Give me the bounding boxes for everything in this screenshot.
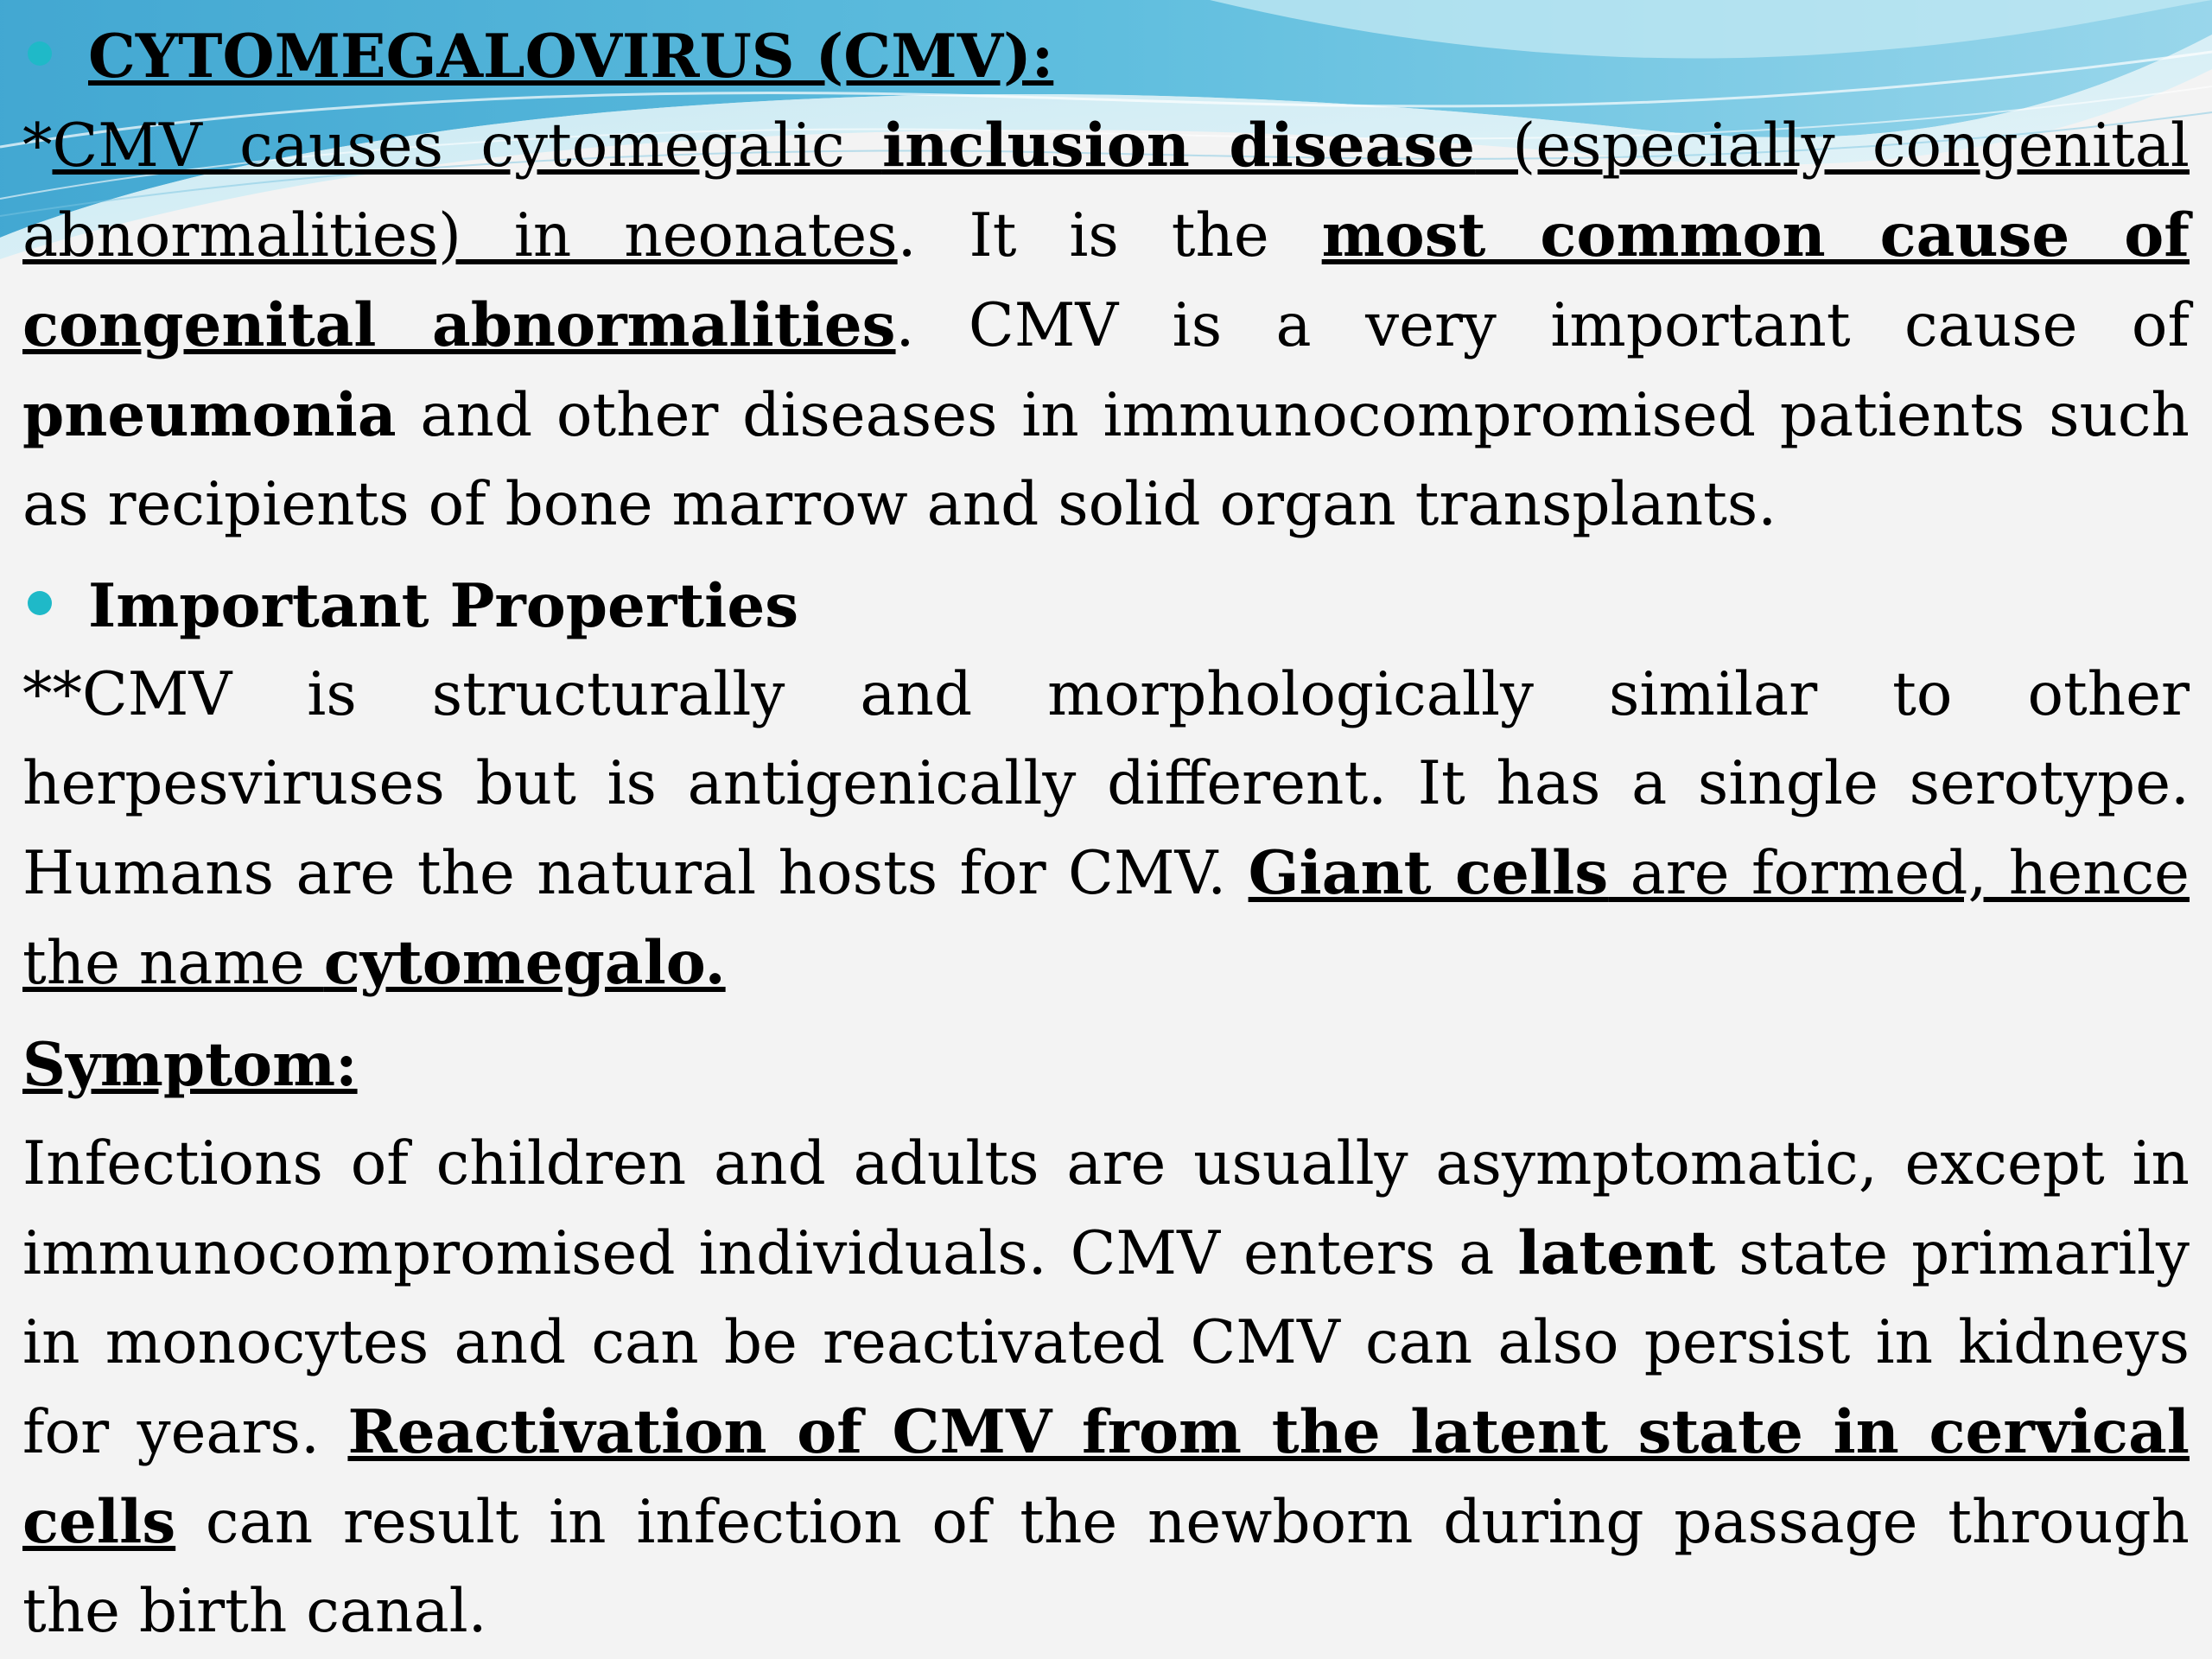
section-cmv-title: CYTOMEGALOVIRUS (CMV): <box>88 22 1054 92</box>
bullet-icon <box>28 591 52 615</box>
cmv-intro-paragraph: *CMV causes cytomegalic inclusion disease (especially congenital abnormalities) in neonates. It is the most common cause of congenital abnormalities. CMV is a very important cause of pneumonia and other diseases in immunocompromised patients such as recipients of bone marrow and solid organ transplants. <box>22 111 2190 539</box>
term-pneumonia: pneumonia <box>22 380 397 450</box>
term-inclusion-disease: inclusion disease <box>881 111 1476 181</box>
symptom-paragraph: Infections of children and adults are usually asymptomatic, except in immunocompromised individuals. CMV enters a latent state primarily in monocytes and can be reactivated CMV can also persist in kidneys for years. Reactivation of CMV from the latent state in cervical cells can result in infection of the newborn during passage through the birth canal. <box>22 1129 2190 1646</box>
section-properties-heading <box>22 562 2190 651</box>
term-latent: latent <box>1517 1218 1716 1288</box>
section-properties-title: Important Properties <box>88 571 799 641</box>
term-most-common-cause: most common cause of congenital abnormalities <box>22 200 2190 360</box>
term-cytomegalo: cytomegalo. <box>323 928 726 998</box>
bullet-icon <box>28 41 52 66</box>
properties-paragraph: **CMV is structurally and morphologically similar to other herpesviruses but is antigenically different. It has a single serotype. Humans are the natural hosts for CMV. Giant cells are formed, hence the name cytomegalo. <box>22 660 2190 998</box>
term-giant-cells: Giant cells <box>1248 838 1609 908</box>
slide-content <box>22 0 2190 1656</box>
section-cmv-heading <box>22 12 2190 101</box>
section-symptom-heading: Symptom: <box>22 1030 358 1100</box>
term-reactivation: Reactivation of CMV from the latent state in cervical cells <box>22 1397 2190 1557</box>
